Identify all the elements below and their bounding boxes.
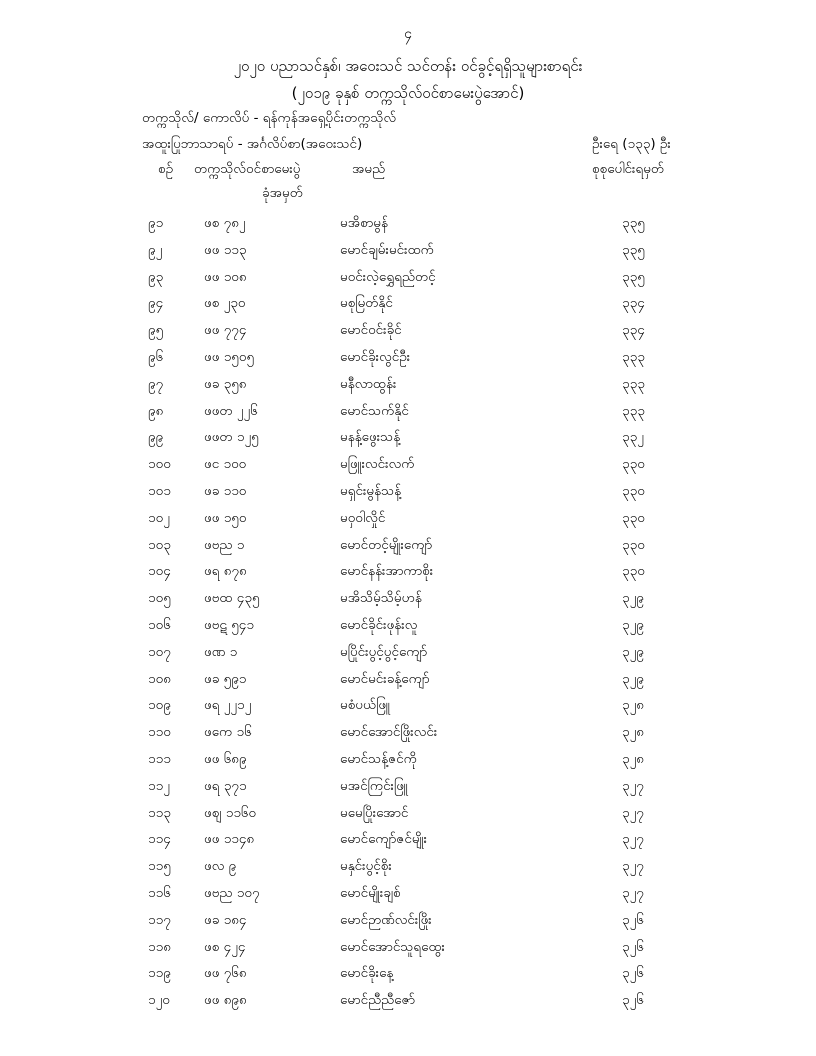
row-name: မဖြူးလင်းလက် bbox=[340, 456, 415, 473]
row-number: ၁၀၀ bbox=[148, 456, 171, 473]
row-number: ၁၁၆ bbox=[148, 884, 171, 901]
table-row bbox=[0, 723, 816, 750]
row-score: ၃၃၃ bbox=[622, 402, 645, 419]
row-number: ၉၈ bbox=[148, 402, 164, 419]
table-row bbox=[0, 643, 816, 670]
row-score: ၃၃၅ bbox=[622, 268, 645, 285]
table-row bbox=[0, 991, 816, 1018]
table-row bbox=[0, 884, 816, 911]
header-roll: တက္ကသိုလ်ဝင်စာမေးပွဲ bbox=[194, 161, 301, 177]
row-roll-number: ဖဖ ၁၅၀၅ bbox=[204, 348, 255, 365]
row-name: မောင်ခိုင်းဖုန်းလူ bbox=[340, 616, 418, 633]
row-name: မနန့်ဖွေးသန့် bbox=[340, 429, 401, 446]
row-roll-number: ဖဖ ၁၀၈ bbox=[204, 268, 247, 285]
row-score: ၃၃၀ bbox=[622, 536, 645, 553]
table-row bbox=[0, 616, 816, 643]
row-number: ၉၆ bbox=[148, 348, 164, 365]
row-score: ၃၂၆ bbox=[622, 992, 644, 1009]
table-row bbox=[0, 804, 816, 831]
row-number: ၁၀၃ bbox=[148, 536, 171, 553]
table-row bbox=[0, 482, 816, 509]
row-score: ၃၃၅ bbox=[622, 215, 645, 231]
row-roll-number: ဖခ ၅၉၁ bbox=[204, 670, 247, 687]
row-name: မောင်မင်းခန့်ကျော် bbox=[340, 670, 430, 687]
row-score: ၃၂၉ bbox=[622, 670, 644, 687]
header-name: အမည် bbox=[352, 161, 386, 177]
row-name: မောင်အောင်ဖြိုးလင်း bbox=[340, 724, 438, 741]
row-name: မောင်ချမ်းမင်းထက် bbox=[340, 241, 434, 258]
table-row bbox=[0, 509, 816, 536]
row-number: ၁၀၇ bbox=[148, 643, 171, 660]
row-score: ၃၂၈ bbox=[622, 724, 644, 741]
row-name: မောင်ဝင်းခိုင် bbox=[340, 322, 402, 339]
row-roll-number: ဖဖ ၈၉၈ bbox=[204, 992, 247, 1009]
row-roll-number: ဖဖ ၁၁၄၈ bbox=[204, 831, 255, 848]
row-number: ၉၄ bbox=[148, 295, 164, 312]
row-score: ၃၂၈ bbox=[622, 750, 644, 767]
row-score: ၃၂၉ bbox=[622, 590, 644, 607]
row-score: ၃၂၆ bbox=[622, 938, 644, 955]
row-score: ၃၂၇ bbox=[622, 858, 644, 875]
row-name: မောင်ညီညီဇော် bbox=[340, 992, 416, 1009]
row-name: မောင်ဉာဏ်လင်းဖြိုး bbox=[340, 911, 432, 928]
row-number: ၁၁၅ bbox=[148, 858, 171, 875]
row-number: ၁၀၉ bbox=[148, 697, 171, 714]
row-roll-number: ဖဗည ၁ bbox=[204, 536, 245, 553]
row-roll-number: ဖဗထ ၄၃၅ bbox=[204, 590, 260, 607]
row-roll-number: ဖခ ၃၅၈ bbox=[204, 375, 247, 392]
row-name: မစံပယ်ဖြူ bbox=[340, 697, 390, 714]
row-score: ၃၃၀ bbox=[622, 482, 645, 499]
row-score: ၃၂၇ bbox=[622, 831, 644, 848]
header-score: စုစုပေါင်းရမှတ် bbox=[592, 161, 665, 177]
row-number: ၁၀၅ bbox=[148, 590, 171, 607]
table-row bbox=[0, 321, 816, 348]
table-row bbox=[0, 696, 816, 723]
row-name: မောင်ခိုးနေ့ bbox=[340, 965, 394, 982]
row-roll-number: ဖဖ ၇၆၈ bbox=[204, 965, 247, 982]
row-number: ၁၁၈ bbox=[148, 938, 171, 955]
row-score: ၃၃၂ bbox=[622, 429, 644, 446]
row-number: ၉၂ bbox=[148, 241, 163, 258]
table-row bbox=[0, 938, 816, 965]
row-number: ၉၃ bbox=[148, 268, 164, 285]
row-number: ၁၁၀ bbox=[148, 724, 171, 741]
table-row bbox=[0, 964, 816, 991]
row-roll-number: ဖဏ ၁ bbox=[204, 643, 238, 660]
row-score: ၃၃၄ bbox=[622, 322, 645, 339]
row-roll-number: ဖစ ၇၈၂ bbox=[204, 215, 246, 231]
row-roll-number: ဖဖ ၇၇၄ bbox=[204, 322, 247, 339]
header-roll-line2: ခုံအမှတ် bbox=[262, 185, 303, 201]
row-name: မောင်သက်နိုင် bbox=[340, 402, 409, 419]
row-number: ၁၁၄ bbox=[148, 831, 171, 848]
row-name: မအိစာမွန် bbox=[340, 215, 388, 231]
university-label: တက္ကသိုလ်/ ကောလိပ် - ရန်ကုန်အရှေ့ပိုင်းတက္ကသိုလ် bbox=[142, 110, 397, 126]
row-name: မောင်ခိုးလွင်ဦး bbox=[340, 348, 411, 365]
table-row bbox=[0, 375, 816, 402]
row-number: ၁၂၀ bbox=[148, 992, 170, 1009]
row-number: ၁၀၆ bbox=[148, 616, 171, 633]
row-score: ၃၃၅ bbox=[622, 241, 645, 258]
row-number: ၉၉ bbox=[148, 429, 164, 446]
row-score: ၃၃၃ bbox=[622, 348, 645, 365]
row-number: ၁၀၄ bbox=[148, 563, 171, 580]
results-table bbox=[0, 214, 816, 1018]
row-name: မအိသိမ့်သိမ့်ဟန် bbox=[340, 590, 422, 607]
row-score: ၃၂၇ bbox=[622, 884, 644, 901]
count-label: ဦးရေ (၁၃၃) ဦး bbox=[592, 136, 671, 152]
table-row bbox=[0, 777, 816, 804]
header-no: စဉ် bbox=[158, 161, 174, 177]
row-roll-number: ဖစျ ၁၁၆၀ bbox=[204, 804, 257, 821]
row-roll-number: ဖဖ ၁၁၃ bbox=[204, 241, 247, 258]
row-score: ၃၂၆ bbox=[622, 965, 644, 982]
row-name: မောင်သန့်ဇင်ကို bbox=[340, 750, 417, 767]
row-number: ၁၁၂ bbox=[148, 777, 170, 794]
row-name: မမေပြိုးအောင် bbox=[340, 804, 409, 821]
page-title: ၂၀၂၀ ပညာသင်နှစ်၊ အဝေးသင် သင်တန်း ဝင်ခွင့်ရရှိသူများစာရင်း bbox=[233, 57, 583, 75]
row-number: ၁၀၈ bbox=[148, 670, 171, 687]
table-row bbox=[0, 241, 816, 268]
table-row bbox=[0, 750, 816, 777]
row-score: ၃၂၇ bbox=[622, 804, 644, 821]
table-row bbox=[0, 214, 816, 241]
table-row bbox=[0, 857, 816, 884]
row-roll-number: ဖဗဋ ၅၄၁ bbox=[204, 616, 254, 633]
row-score: ၃၃၀ bbox=[622, 456, 645, 473]
row-number: ၉၇ bbox=[148, 375, 164, 392]
row-score: ၃၂၇ bbox=[622, 777, 644, 794]
table-row bbox=[0, 268, 816, 295]
table-row bbox=[0, 670, 816, 697]
row-number: ၉၅ bbox=[148, 322, 164, 339]
row-score: ၃၂၆ bbox=[622, 911, 644, 928]
table-row bbox=[0, 589, 816, 616]
row-roll-number: ဖဗည ၁၀၇ bbox=[204, 884, 260, 901]
row-number: ၁၁၃ bbox=[148, 804, 171, 821]
table-row bbox=[0, 830, 816, 857]
row-roll-number: ဖရ ၃၇၁ bbox=[204, 777, 247, 794]
row-score: ၃၂၉ bbox=[622, 616, 644, 633]
row-number: ၉၁ bbox=[148, 215, 164, 231]
row-roll-number: ဖဖတ ၁၂၅ bbox=[204, 429, 259, 446]
row-number: ၁၀၁ bbox=[148, 482, 171, 499]
table-row bbox=[0, 455, 816, 482]
row-name: မောင်တင့်မျိုးကျော် bbox=[340, 536, 433, 553]
table-row bbox=[0, 348, 816, 375]
row-roll-number: ဖကေ ၁၆ bbox=[204, 724, 252, 741]
row-name: မစုမြတ်နိုင် bbox=[340, 295, 393, 312]
row-score: ၃၃၄ bbox=[622, 295, 645, 312]
row-score: ၃၂၈ bbox=[622, 697, 644, 714]
major-label: အထူးပြုဘာသာရပ် - အင်္ဂလိပ်စာ(အဝေးသင်) bbox=[142, 136, 363, 152]
row-name: မောင်မျိုးချစ် bbox=[340, 884, 401, 901]
row-name: မနှင်းပွင့်စိုး bbox=[340, 858, 392, 875]
table-row bbox=[0, 911, 816, 938]
row-roll-number: ဖရ ၂၂၁၂ bbox=[204, 697, 252, 714]
page-number: ၄ bbox=[404, 26, 412, 42]
row-roll-number: ဖဖတ ၂၂၆ bbox=[204, 402, 258, 419]
page-subtitle: (၂၀၁၉ ခုနှစ် တက္ကသိုလ်ဝင်စာမေးပွဲအောင်) bbox=[291, 84, 525, 102]
row-number: ၁၁၉ bbox=[148, 965, 171, 982]
row-name: မဝှဝါလှိုင် bbox=[340, 509, 386, 526]
row-score: ၃၃၀ bbox=[622, 509, 645, 526]
row-name: မနီလာထွန်း bbox=[340, 375, 397, 392]
row-roll-number: ဖရ ၈၇၈ bbox=[204, 563, 247, 580]
row-name: မောင်နန်းအာကာစိုး bbox=[340, 563, 434, 580]
table-row bbox=[0, 536, 816, 563]
row-name: မရှင်းမွန်သန့် bbox=[340, 482, 402, 499]
row-score: ၃၂၉ bbox=[622, 643, 644, 660]
row-roll-number: ဖခ ၁၁၀ bbox=[204, 482, 247, 499]
row-name: မဝင်းလဲ့ရွှေရည်တင့် bbox=[340, 268, 436, 285]
row-number: ၁၀၂ bbox=[148, 509, 170, 526]
table-row bbox=[0, 402, 816, 429]
table-row bbox=[0, 294, 816, 321]
row-number: ၁၁၇ bbox=[148, 911, 171, 928]
row-number: ၁၁၁ bbox=[148, 750, 171, 767]
row-name: မအင်ကြင်းဖြူ bbox=[340, 777, 408, 794]
table-row bbox=[0, 428, 816, 455]
row-roll-number: ဖလ ၉ bbox=[204, 858, 237, 875]
row-score: ၃၃၀ bbox=[622, 563, 645, 580]
row-roll-number: ဖင ၁၀၀ bbox=[204, 456, 247, 473]
row-name: မောင်ကျော်ဇင်မျိုး bbox=[340, 831, 428, 848]
row-roll-number: ဖဖ ၆၈၉ bbox=[204, 750, 247, 767]
row-roll-number: ဖဖ ၁၅၀ bbox=[204, 509, 247, 526]
row-name: မပြိုင်းပွင့်ပွင့်ကျော် bbox=[340, 643, 428, 660]
row-roll-number: ဖခ ၁၈၄ bbox=[204, 911, 247, 928]
row-score: ၃၃၃ bbox=[622, 375, 645, 392]
table-row bbox=[0, 562, 816, 589]
row-name: မောင်အောင်သူရထွေး bbox=[340, 938, 445, 955]
row-roll-number: ဖစ ၄၂၄ bbox=[204, 938, 246, 955]
row-roll-number: ဖစ ၂၃၀ bbox=[204, 295, 246, 312]
